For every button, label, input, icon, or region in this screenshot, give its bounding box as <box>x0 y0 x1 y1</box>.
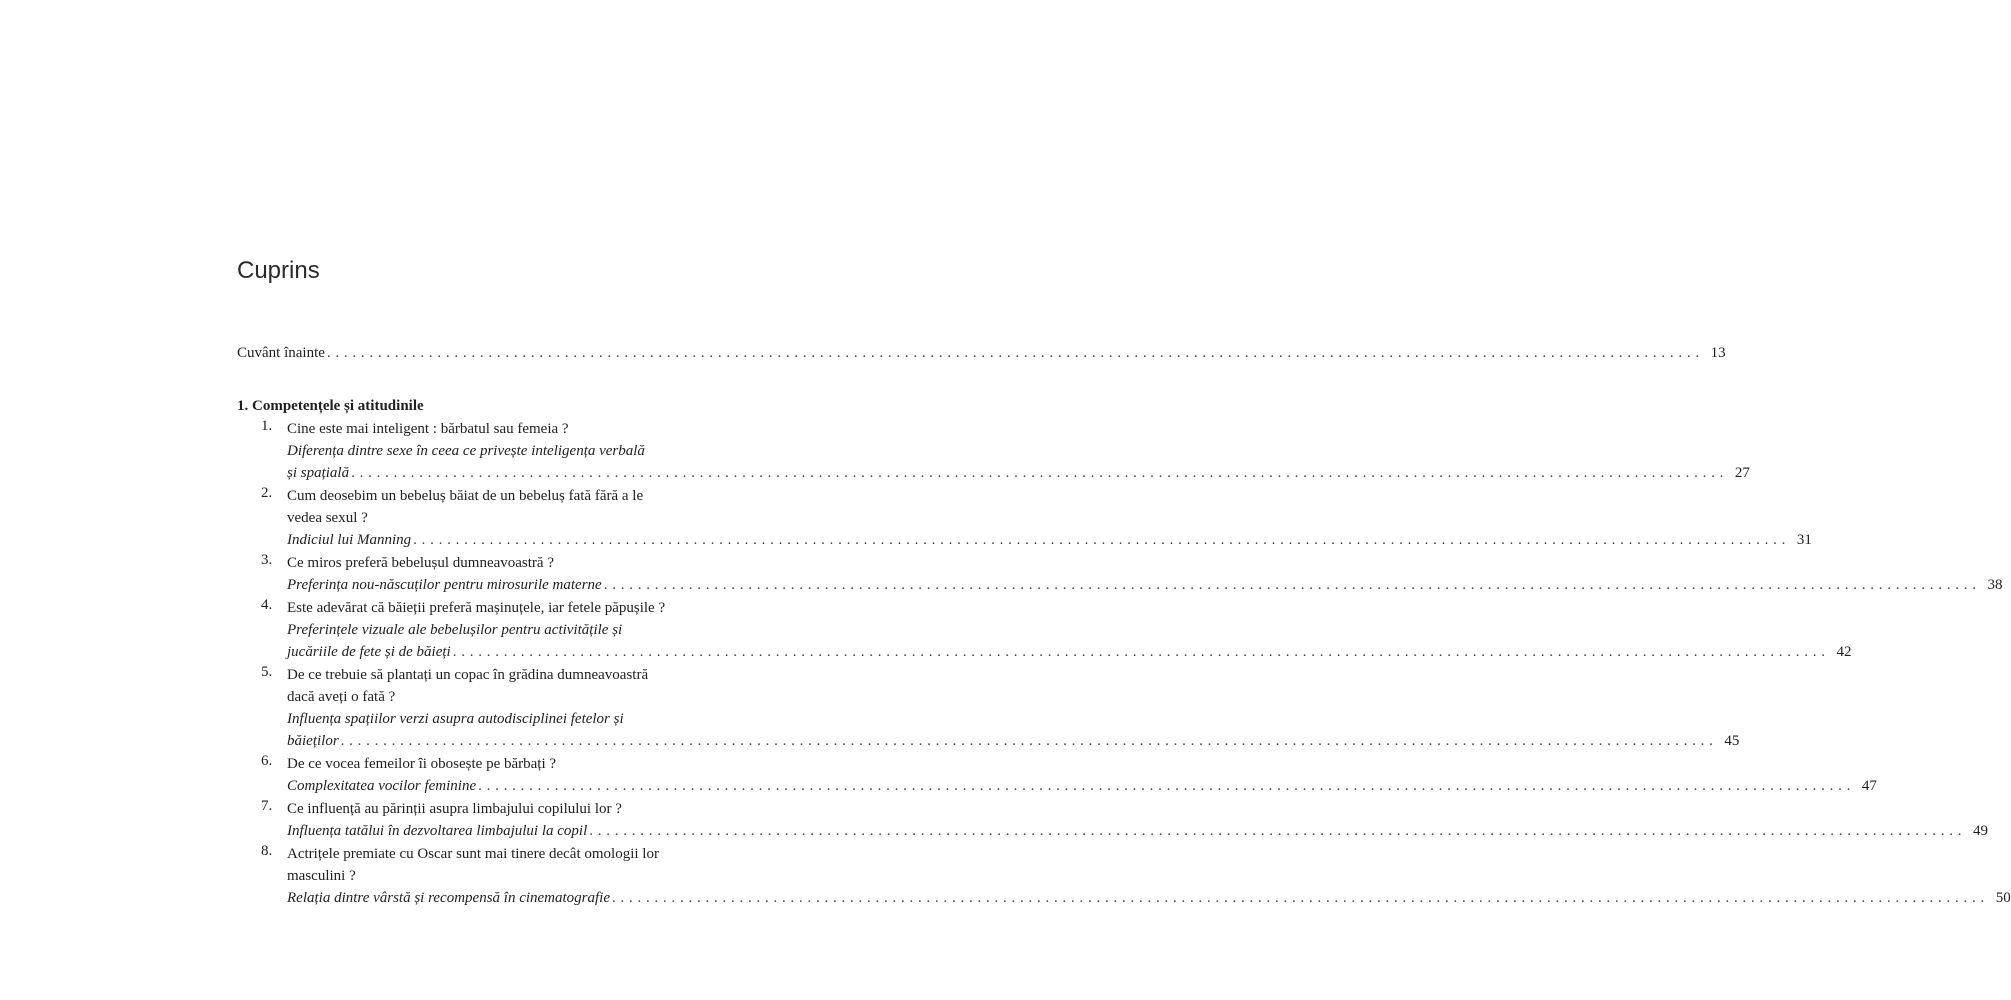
entry-number: 8. <box>261 843 273 859</box>
preface-page-number: 13 <box>1710 345 1726 361</box>
dot-leader <box>604 574 1977 596</box>
entry-subtitle: Influența tatălui în dezvoltarea limbajului la copil <box>287 823 588 839</box>
entry-number: 3. <box>261 552 273 568</box>
entry-number-cell <box>237 798 287 842</box>
entry-number-cell <box>237 418 287 484</box>
entry-subtitle: Relația dintre vârstă și recompensă în cinematografie <box>287 890 611 906</box>
dot-leader <box>341 730 1714 752</box>
entry-question: masculini ? <box>287 868 356 884</box>
toc-entry[interactable] <box>237 753 1877 797</box>
preface-label: Cuvânt înainte <box>237 345 325 361</box>
entry-number-cell <box>237 843 287 909</box>
entry-body <box>287 753 1877 797</box>
entry-subtitle: și spațială <box>287 465 350 481</box>
toc-entry[interactable] <box>237 597 1852 663</box>
entry-body <box>287 597 1851 663</box>
entry-question: Cum deosebim un bebeluș băiat de un bebeluș fată fără a le <box>287 488 644 504</box>
toc-preface-entry[interactable] <box>237 342 1726 364</box>
entry-page-number: 31 <box>1796 532 1812 548</box>
entry-number: 2. <box>261 485 273 501</box>
dot-leader <box>351 462 1724 484</box>
entry-body <box>287 664 1739 752</box>
entry-body <box>287 485 1812 551</box>
entry-number-cell <box>237 753 287 797</box>
page-title: Cuprins <box>237 257 320 284</box>
entry-subtitle: Diferența dintre sexe în ceea ce privește inteligența verbală <box>287 443 645 459</box>
entry-number-cell <box>237 552 287 596</box>
entry-subtitle: Preferința nou-născuților pentru mirosurile materne <box>287 577 602 593</box>
entry-question: dacă aveți o fată ? <box>287 689 396 705</box>
toc-entry[interactable] <box>237 843 2011 909</box>
dot-leader <box>327 342 1700 364</box>
entry-page-number: 49 <box>1973 823 1988 839</box>
entry-page-number: 42 <box>1836 644 1852 660</box>
entry-subtitle: Indiciul lui Manning <box>287 532 412 548</box>
entry-subtitle: Influența spațiilor verzi asupra autodisciplinei fetelor și <box>287 711 624 727</box>
entry-number: 1. <box>261 418 273 434</box>
entry-number-cell <box>237 597 287 663</box>
entry-question: vedea sexul ? <box>287 510 368 526</box>
entry-subtitle: băieților <box>287 733 339 749</box>
entry-subtitle: jucăriile de fete și de băieți <box>287 644 451 660</box>
dot-leader <box>589 820 1962 842</box>
toc-entry-list <box>237 418 2011 909</box>
entry-number-cell <box>237 485 287 551</box>
dot-leader <box>413 529 1786 551</box>
entry-body <box>287 798 1988 842</box>
entry-question: De ce vocea femeilor îi obosește pe bărbați ? <box>287 756 557 772</box>
entry-question: De ce trebuie să plantați un copac în grădina dumneavoastră <box>287 667 649 683</box>
entry-number: 7. <box>261 798 273 814</box>
toc-entry[interactable] <box>237 664 1740 752</box>
toc-chapter <box>237 395 2011 909</box>
dot-leader <box>478 775 1851 797</box>
entry-question: Este adevărat că băieții preferă mașinuțele, iar fetele păpușile ? <box>287 600 666 616</box>
entry-body <box>287 552 2002 596</box>
toc-entry[interactable] <box>237 798 1988 842</box>
entry-number: 6. <box>261 753 273 769</box>
entry-question: Cine este mai inteligent : bărbatul sau femeia ? <box>287 421 569 437</box>
toc-entry[interactable] <box>237 552 2003 596</box>
entry-question: Actrițele premiate cu Oscar sunt mai tinere decât omologii lor <box>287 846 659 862</box>
entry-number: 4. <box>261 597 273 613</box>
entry-body <box>287 418 1750 484</box>
entry-body <box>287 843 2011 909</box>
toc-entry[interactable] <box>237 418 1750 484</box>
entry-subtitle: Preferințele vizuale ale bebelușilor pentru activitățile și <box>287 622 623 638</box>
entry-page-number: 38 <box>1987 577 2003 593</box>
entry-subtitle: Complexitatea vocilor feminine <box>287 778 477 794</box>
dot-leader <box>612 887 1985 909</box>
toc-entry[interactable] <box>237 485 1812 551</box>
entry-page-number: 50 <box>1995 890 2011 906</box>
dot-leader <box>453 641 1826 663</box>
entry-question: Ce influență au părinții asupra limbajului copilului lor ? <box>287 801 622 817</box>
entry-question: Ce miros preferă bebelușul dumneavoastră ? <box>287 555 554 571</box>
entry-number: 5. <box>261 664 273 680</box>
chapter-title: 1. Competențele și atitudinile <box>237 398 424 414</box>
entry-number-cell <box>237 664 287 752</box>
entry-page-number: 45 <box>1724 733 1740 749</box>
entry-page-number: 27 <box>1734 465 1750 481</box>
entry-page-number: 47 <box>1861 778 1877 794</box>
